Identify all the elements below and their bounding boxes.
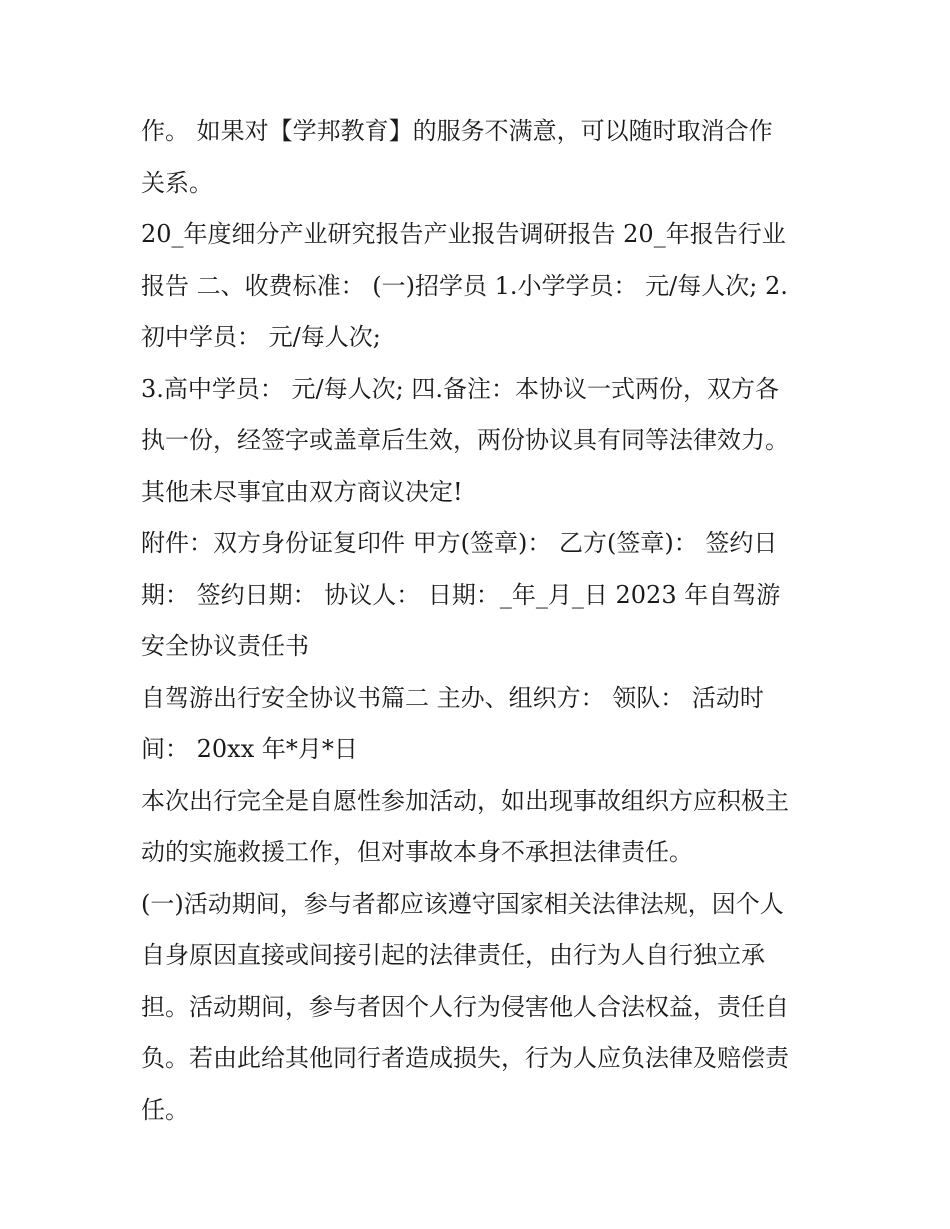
text-line: 间： 20xx 年*月*日	[141, 735, 358, 763]
text-line: 初中学员： 元/每人次;	[141, 323, 381, 351]
text-line: 负。若由此给其他同行者造成损失，行为人应负法律及赔偿责	[141, 1044, 789, 1072]
text-line: 期： 签约日期： 协议人： 日期：_年_月_日 2023 年自驾游	[141, 580, 781, 609]
text-line: 20_年度细分产业研究报告产业报告调研报告 20_年报告行业	[141, 220, 786, 248]
text-line: (一)活动期间，参与者都应该遵守国家相关法律法规，因个人	[141, 889, 784, 918]
text-line: 执一份，经签字或盖章后生效，两份协议具有同等法律效力。	[141, 426, 789, 454]
text-line: 报告 二、收费标准： (一)招学员 1.小学学员： 元/每人次; 2.	[141, 271, 788, 300]
text-line: 其他未尽事宜由双方商议决定!	[141, 477, 463, 506]
text-line: 担。活动期间，参与者因个人行为侵害他人合法权益，责任自	[141, 992, 789, 1021]
text-line: 作。 如果对【学邦教育】的服务不满意，可以随时取消合作	[141, 117, 773, 145]
text-line: 本次出行完全是自愿性参加活动，如出现事故组织方应积极主	[141, 786, 789, 815]
text-line: 任。	[141, 1095, 189, 1124]
text-line: 自驾游出行安全协议书篇二 主办、组织方： 领队： 活动时	[141, 683, 764, 712]
text-line: 附件：双方身份证复印件 甲方(签章)： 乙方(签章)： 签约日	[141, 529, 778, 557]
text-line: 关系。	[141, 168, 213, 197]
document-body	[141, 106, 821, 1136]
text-line: 3.高中学员： 元/每人次; 四.备注：本协议一式两份，双方各	[141, 374, 779, 403]
text-line: 自身原因直接或间接引起的法律责任，由行为人自行独立承	[141, 941, 765, 969]
text-line: 安全协议责任书	[141, 632, 309, 660]
text-line: 动的实施救援工作，但对事故本身不承担法律责任。	[141, 838, 693, 866]
